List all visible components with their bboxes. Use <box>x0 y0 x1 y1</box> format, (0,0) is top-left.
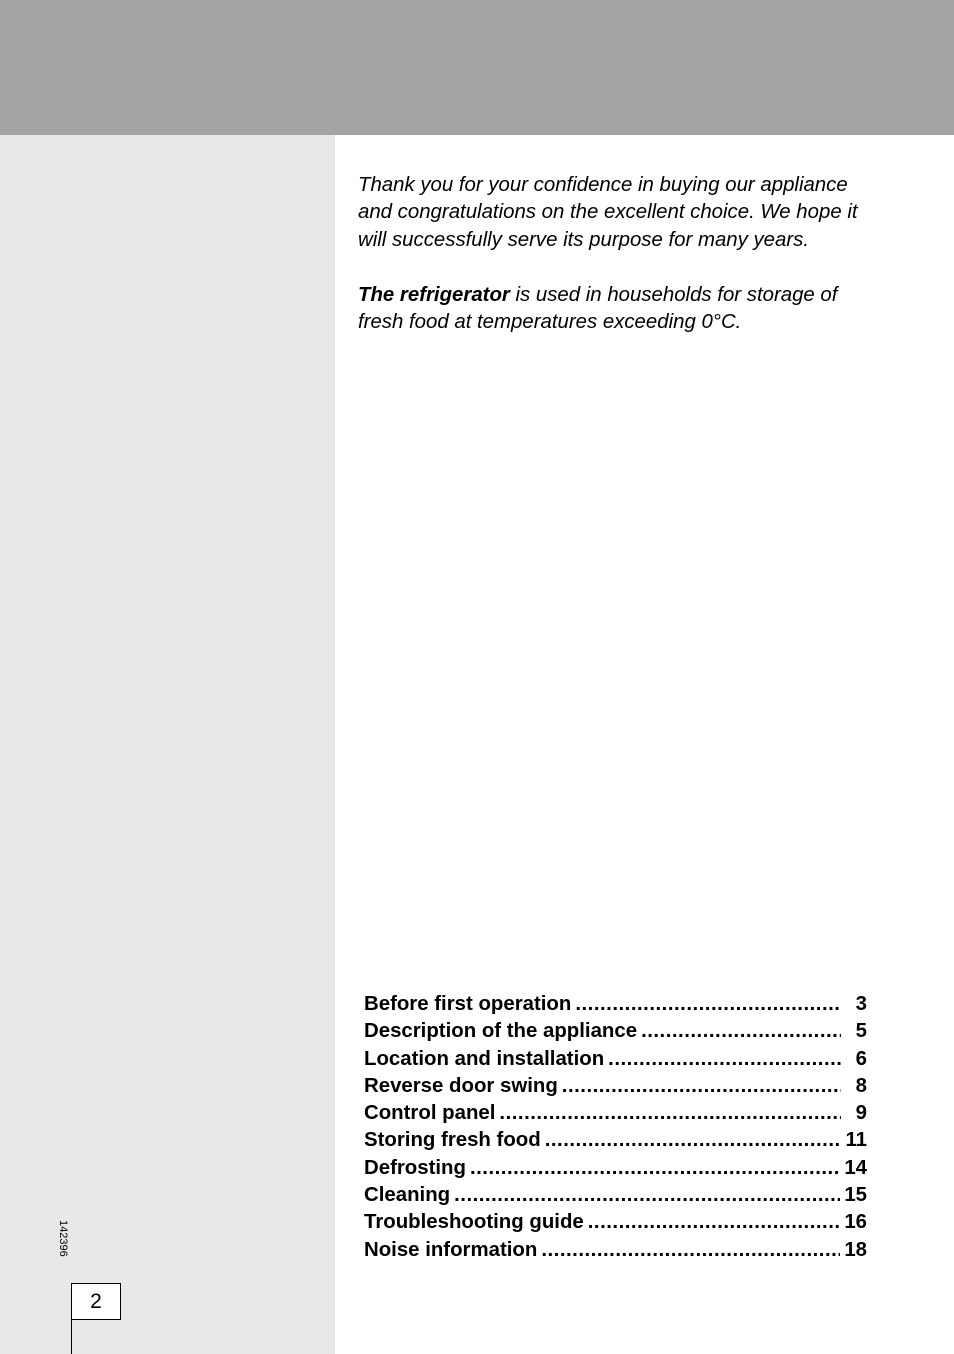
header-band <box>0 0 954 135</box>
toc-leader-dots <box>608 1046 841 1073</box>
toc-item-page: 5 <box>855 1020 867 1043</box>
toc-item[interactable] <box>364 1237 867 1264</box>
toc-item[interactable] <box>364 1073 867 1100</box>
toc-leader-dots <box>545 1127 841 1154</box>
toc-leader-dots <box>470 1155 840 1182</box>
intro-bold-term: The refrigerator <box>358 283 510 306</box>
toc-item[interactable] <box>364 1155 867 1182</box>
toc-leader-dots <box>588 1209 841 1236</box>
toc-item-title: Troubleshooting guide <box>364 1211 584 1234</box>
toc-item[interactable] <box>364 991 867 1018</box>
toc-item-page: 6 <box>855 1047 867 1070</box>
toc-item-title: Reverse door swing <box>364 1074 558 1097</box>
toc-item-page: 3 <box>855 993 867 1015</box>
toc-item[interactable] <box>364 1018 867 1045</box>
toc-item-page: 14 <box>844 1156 867 1179</box>
toc-item-page: 16 <box>844 1211 867 1234</box>
toc-item[interactable] <box>364 1182 867 1209</box>
toc-item-title: Before first operation <box>364 993 572 1015</box>
toc-item-title: Location and installation <box>364 1047 605 1070</box>
intro-paragraph-thanks: Thank you for your confidence in buying our appliance and congratulations on the excellent choice. We hope it will successfully serve its purpose for many years. <box>358 174 858 251</box>
toc-item-page: 9 <box>855 1102 867 1125</box>
toc-item[interactable] <box>364 1127 867 1154</box>
toc-item-title: Control panel <box>364 1102 496 1125</box>
side-panel <box>0 135 335 1354</box>
toc-item-title: Storing fresh food <box>364 1129 541 1152</box>
toc-leader-dots <box>575 991 841 1018</box>
toc-leader-dots <box>454 1182 840 1209</box>
toc-item-title: Cleaning <box>364 1184 451 1207</box>
toc-item-page: 11 <box>845 1129 867 1152</box>
toc-item-title: Description of the appliance <box>364 1020 638 1043</box>
toc-leader-dots <box>499 1100 841 1127</box>
table-of-contents <box>364 991 867 1264</box>
page-number-line <box>71 1320 72 1354</box>
intro-text <box>358 172 878 336</box>
page-number: 2 <box>71 1283 121 1320</box>
toc-item-title: Defrosting <box>364 1156 466 1179</box>
intro-paragraph-purpose <box>358 282 878 337</box>
toc-item-page: 15 <box>844 1184 867 1207</box>
intro-purpose-text: is used in households for storage of fresh food at temperatures exceeding 0°C. <box>358 283 838 334</box>
toc-item[interactable] <box>364 1209 867 1236</box>
toc-item-page: 18 <box>844 1238 867 1261</box>
toc-item-page: 8 <box>855 1074 867 1097</box>
toc-item[interactable] <box>364 1046 867 1073</box>
toc-leader-dots <box>562 1073 841 1100</box>
toc-item-title: Noise information <box>364 1238 538 1261</box>
toc-leader-dots <box>541 1237 840 1264</box>
toc-item[interactable] <box>364 1100 867 1127</box>
toc-leader-dots <box>641 1018 841 1045</box>
